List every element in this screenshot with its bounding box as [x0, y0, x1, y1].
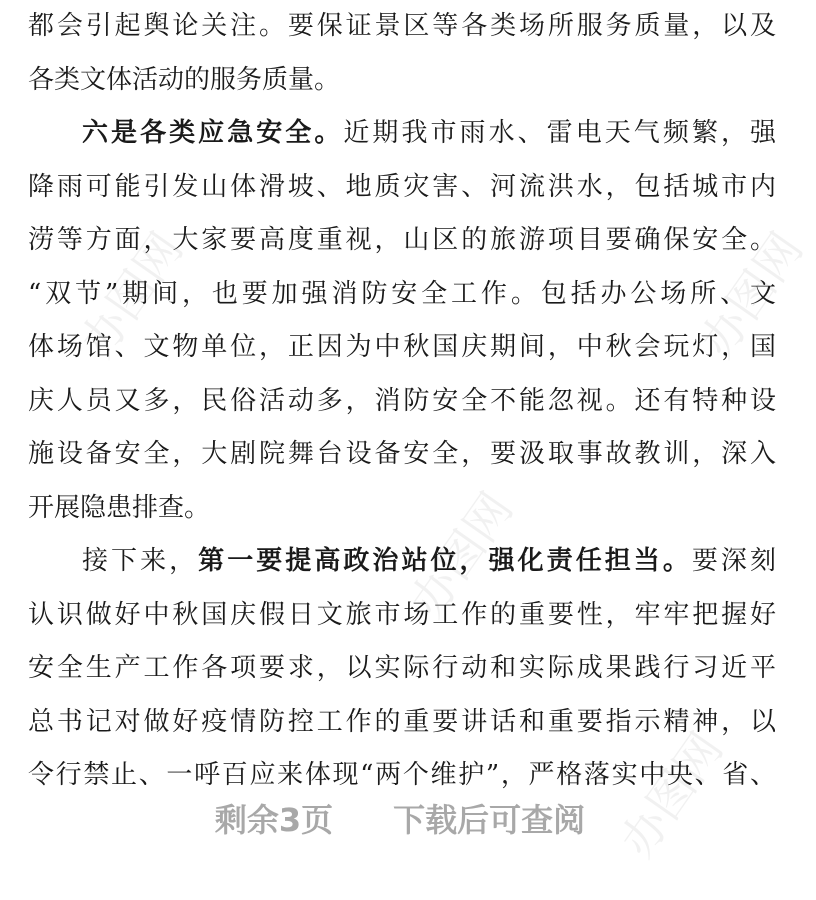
watermark: 办图网	[689, 222, 814, 367]
bold-text-run: 六是各类应急安全。	[82, 118, 344, 148]
text-run: 令行禁止、一呼百应来体现“两个维护”，严格落实中央、省、	[28, 760, 776, 790]
text-run: 施设备安全，大剧院舞台设备安全，要汲取事故教训，深入	[28, 439, 776, 469]
text-run: 都会引起舆论关注。要保证景区等各类场所服务质量，以及	[28, 11, 776, 41]
text-line	[28, 375, 776, 429]
text-run: 各类文体活动的服务质量。	[28, 64, 341, 95]
download-to-view-label: 下载后可查阅	[393, 801, 586, 839]
text-run: 降雨可能引发山体滑坡、地质灾害、河流洪水，包括城市内	[28, 171, 776, 202]
text-run: 庆人员又多，民俗活动多，消防安全不能忽视。还有特种设	[28, 385, 776, 416]
text-line	[28, 0, 776, 54]
text-line	[28, 535, 776, 589]
preview-footer	[0, 795, 800, 841]
text-run: 涝等方面，大家要高度重视，山区的旅游项目要确保安全。	[28, 225, 776, 255]
text-line	[28, 161, 776, 215]
text-line	[28, 482, 776, 536]
text-run: 认识做好中秋国庆假日文旅市场工作的重要性，牢牢把握好	[28, 599, 776, 630]
remaining-pages-label: 剩余3页	[214, 801, 334, 839]
text-run: 安全生产工作各项要求，以实际行动和实际成果践行习近平	[28, 653, 776, 683]
text-run: 接下来，	[82, 546, 199, 576]
text-run: 近期我市雨水、雷电天气频繁，强	[343, 118, 776, 148]
text-run: 开展隐患排查。	[28, 492, 211, 523]
text-line	[28, 589, 776, 643]
text-run: 体场馆、文物单位，正因为中秋国庆期间，中秋会玩灯，国	[28, 332, 776, 362]
watermark: 办图网	[69, 222, 194, 367]
text-line	[28, 428, 776, 482]
text-line	[28, 321, 776, 375]
document-body	[28, 0, 776, 803]
watermark: 办图网	[609, 722, 734, 867]
watermark: 办图网	[399, 482, 524, 627]
text-line	[28, 107, 776, 161]
text-line	[28, 214, 776, 268]
text-line	[28, 642, 776, 696]
text-run: “双节”期间，也要加强消防安全工作。包括办公场所、文	[28, 278, 776, 309]
text-line	[28, 268, 776, 322]
text-run: 要深刻	[691, 546, 776, 576]
bold-text-run: 第一要提高政治站位，强化责任担当。	[198, 546, 692, 576]
text-line	[28, 54, 776, 108]
text-line	[28, 696, 776, 750]
text-run: 总书记对做好疫情防控工作的重要讲话和重要指示精神，以	[28, 706, 776, 737]
